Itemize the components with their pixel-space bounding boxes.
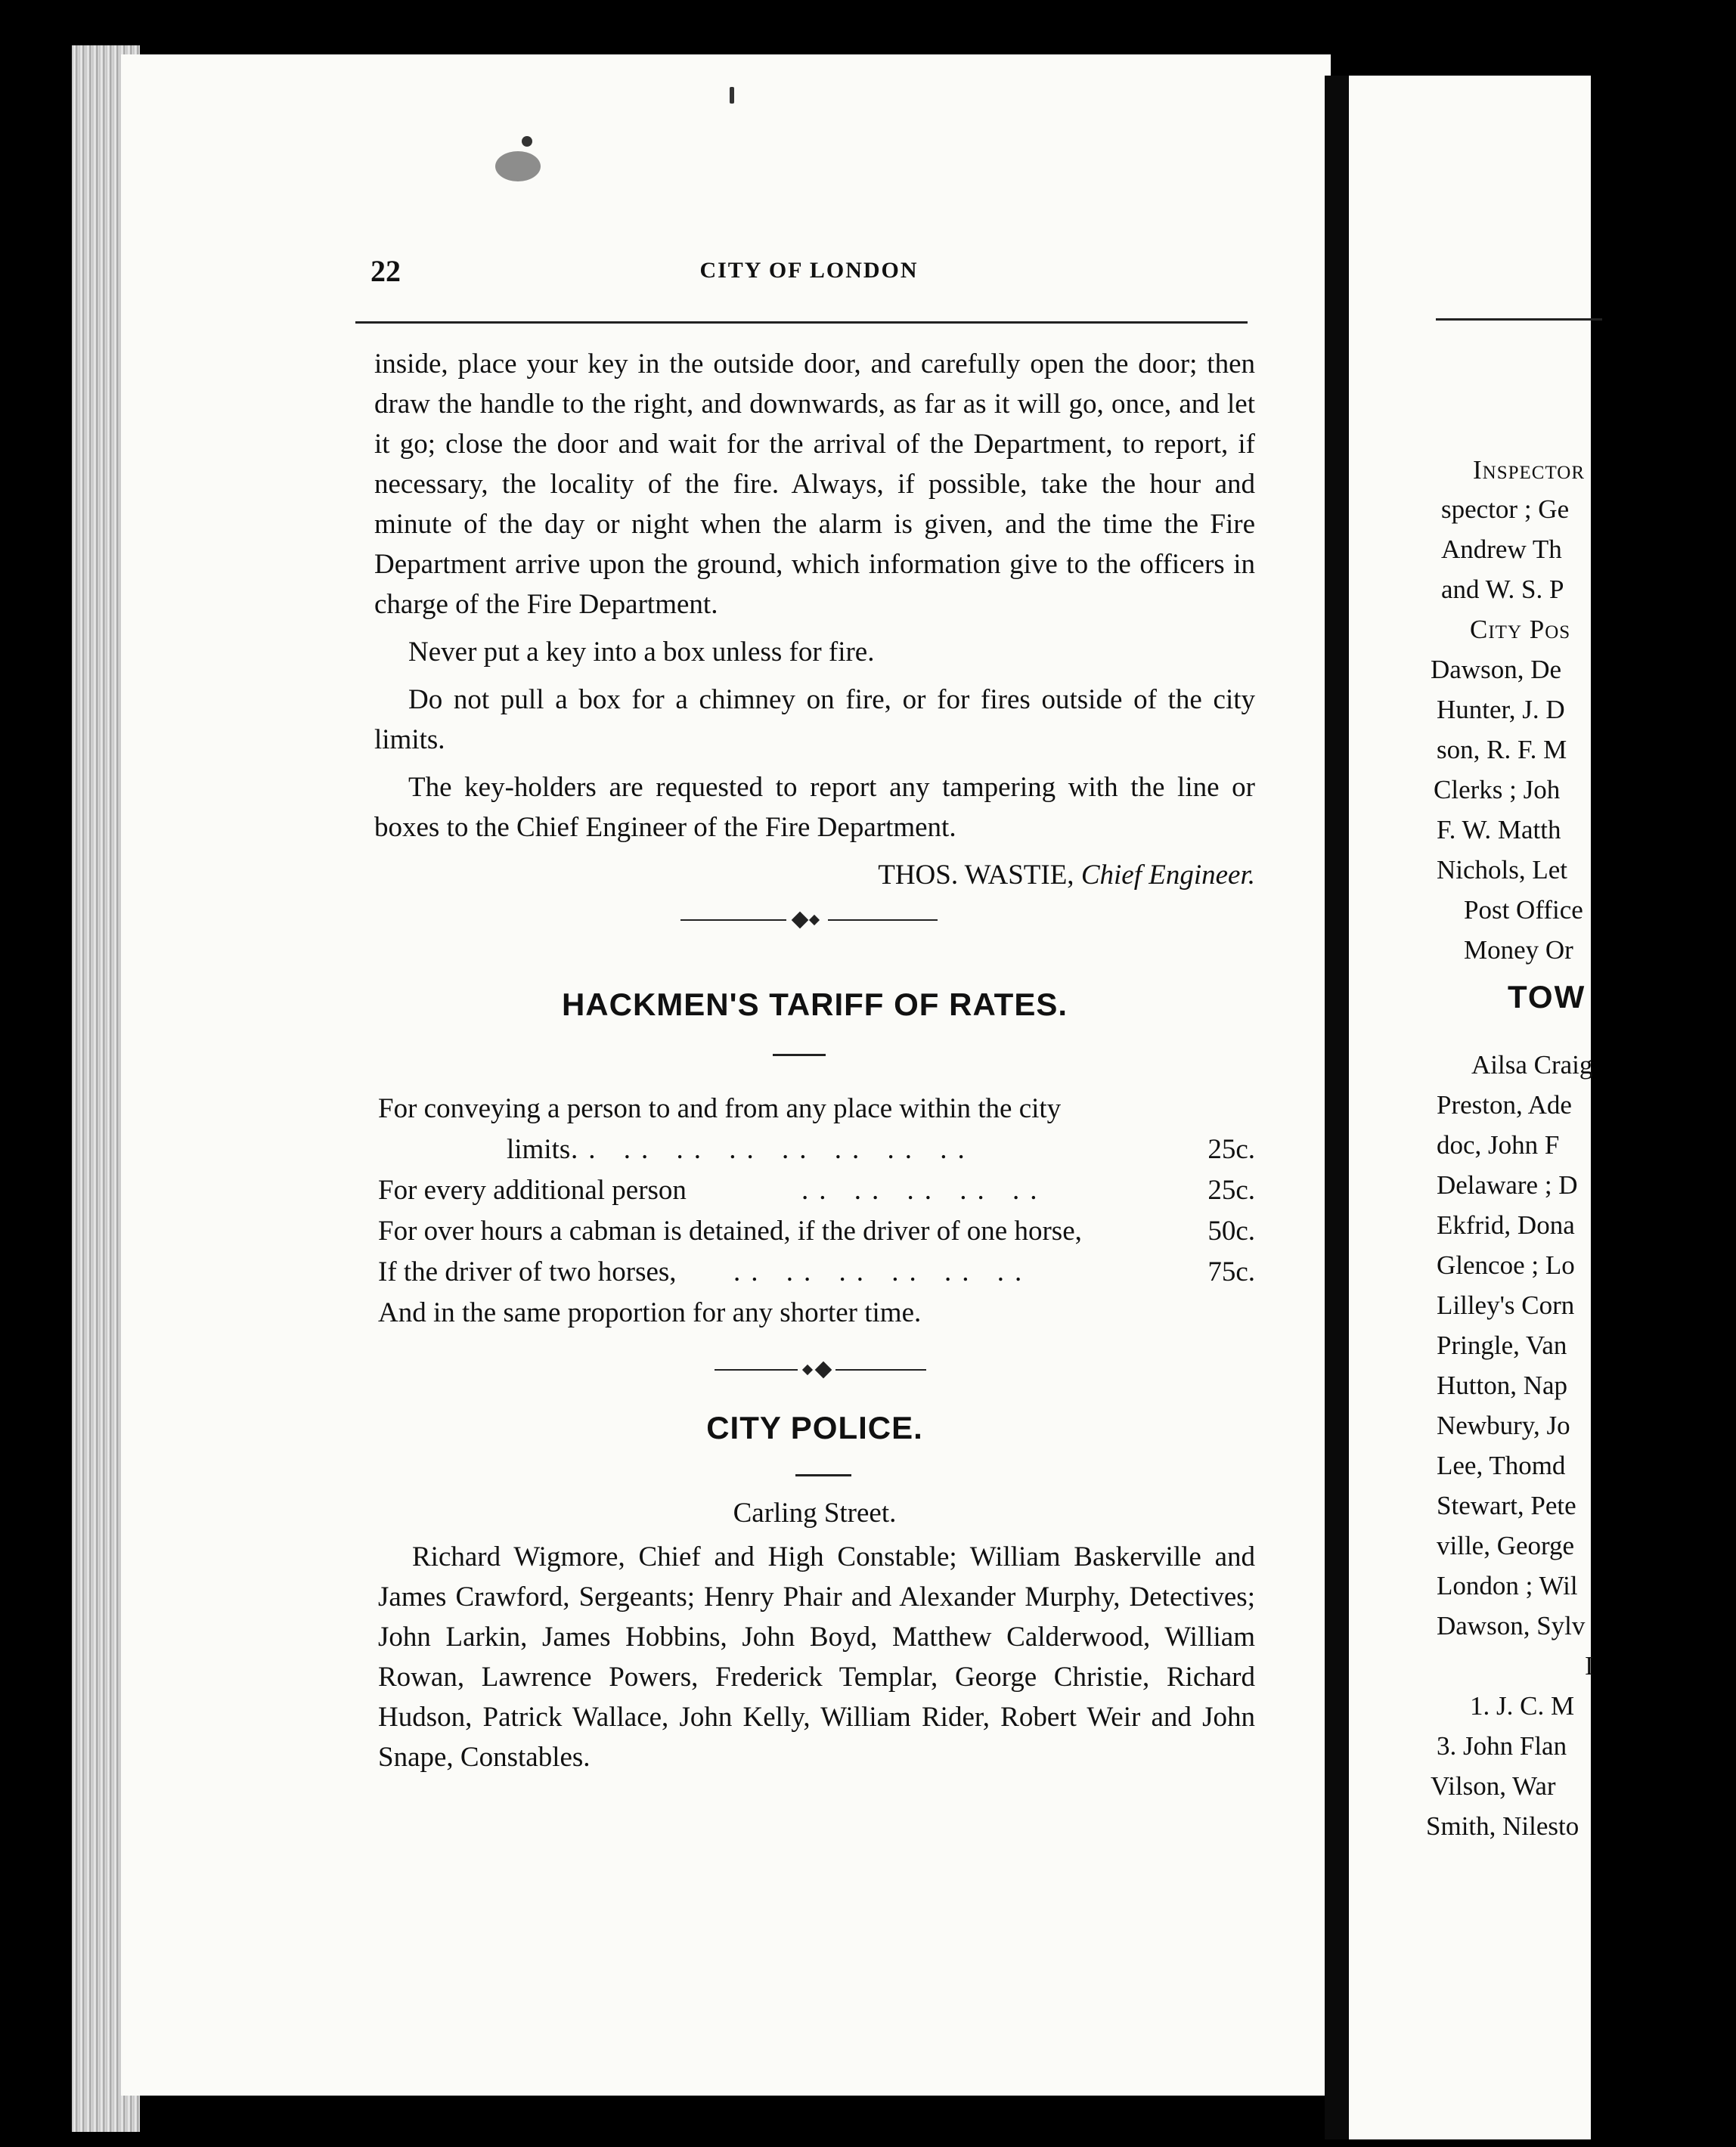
text-line: Delaware ; D — [1437, 1170, 1578, 1200]
signature-title: Chief Engineer. — [1080, 860, 1255, 891]
section-heading: TOW — [1508, 979, 1586, 1015]
signature — [374, 855, 1255, 895]
running-head — [370, 253, 1248, 299]
text-line: Andrew Th — [1441, 534, 1562, 564]
paragraph: Never put a key into a box unless for fire. — [408, 637, 875, 668]
text-line: ville, George — [1437, 1531, 1575, 1560]
tariff-row — [378, 1170, 1255, 1211]
ornament-divider — [680, 911, 938, 929]
ornament-diamond — [809, 915, 820, 925]
page-gutter — [1325, 76, 1349, 2139]
text-line: Preston, Ade — [1437, 1090, 1572, 1120]
tariff-description: limits — [507, 1134, 571, 1165]
header-rule — [1436, 318, 1602, 321]
tariff-description: For over hours a cabman is detained, if the driver of one horse, — [378, 1216, 1082, 1247]
ink-speck — [730, 87, 734, 104]
header-rule — [355, 321, 1248, 324]
text-line: Glencoe ; Lo — [1437, 1250, 1575, 1280]
ink-speck — [522, 136, 532, 147]
short-rule — [773, 1054, 826, 1056]
tariff-row — [378, 1089, 1255, 1129]
ornament-divider — [715, 1361, 934, 1379]
text-line: spector ; Ge — [1441, 494, 1570, 524]
tariff-row — [378, 1129, 1255, 1170]
text-line: Dawson, Sylv — [1437, 1611, 1586, 1640]
text-line: Vilson, War — [1431, 1771, 1556, 1801]
ornament-line — [828, 919, 938, 921]
ornament-diamond — [792, 912, 809, 929]
ornament-line — [715, 1369, 798, 1371]
text-line: Lee, Thomd — [1437, 1451, 1566, 1480]
text-line: Money Or — [1464, 935, 1573, 965]
tariff-price: 75c. — [1207, 1256, 1255, 1287]
text-line: 1. J. C. M — [1470, 1691, 1575, 1721]
police-location: Carling Street. — [733, 1498, 897, 1529]
signature-name: THOS. WASTIE, — [878, 860, 1074, 891]
tariff-row — [378, 1293, 1255, 1334]
ornament-line — [680, 919, 786, 921]
text-line: Clerks ; Joh — [1434, 775, 1561, 804]
text-line: doc, John F — [1437, 1130, 1560, 1160]
text-line: Ailsa Craig — [1471, 1050, 1593, 1080]
text-line: Smith, Nilesto — [1426, 1811, 1579, 1841]
text-line: I — [1585, 1651, 1594, 1681]
tariff-table — [378, 1089, 1255, 1334]
tariff-price: 25c. — [1207, 1175, 1255, 1206]
text-line: Hutton, Nap — [1437, 1371, 1568, 1400]
tariff-row — [378, 1211, 1255, 1252]
text-line: Nichols, Let — [1437, 855, 1568, 885]
tariff-price: 25c. — [1207, 1134, 1255, 1165]
tariff-description: For every additional person — [378, 1175, 687, 1206]
tariff-row — [378, 1252, 1255, 1293]
tariff-description: For conveying a person to and from any place within the city — [378, 1093, 1062, 1124]
short-rule — [795, 1474, 851, 1476]
text-line: Ekfrid, Dona — [1437, 1210, 1575, 1240]
text-line: City Pos — [1470, 615, 1571, 644]
tariff-description: And in the same proportion for any shorter time. — [378, 1297, 922, 1328]
ornament-diamond — [802, 1365, 813, 1375]
text-line: F. W. Matth — [1437, 815, 1561, 844]
text-line: and W. S. P — [1441, 575, 1564, 604]
text-line: London ; Wil — [1437, 1571, 1578, 1600]
ornament-diamond — [815, 1362, 832, 1379]
tariff-leader-dots: .. .. .. .. .. .. .. .. — [571, 1134, 975, 1165]
text-line: Post Office — [1464, 895, 1583, 925]
fire-alarm-instructions — [374, 344, 1255, 895]
text-line: 3. John Flan — [1437, 1731, 1567, 1761]
tariff-heading: HACKMEN'S TARIFF OF RATES. — [561, 987, 1068, 1022]
paragraph: The key-holders are requested to report any tampering with the line or boxes to the Chief Engineer of the Fire Department. — [374, 772, 1255, 843]
text-line: Hunter, J. D — [1437, 695, 1565, 724]
tariff-description: If the driver of two horses, — [378, 1256, 677, 1287]
police-roster: Richard Wigmore, Chief and High Constable; William Baskerville and James Crawford, Sergeants; Henry Phair and Alexander Murphy, Detectives; John Larkin, James Hobbins, John Boyd, Matthew Calderwood, William Rowan, Lawrence Powers, Frederick Templar, George Christie, Richard Hudson, Patrick Wallace, John Kelly, William Rider, Robert Weir and John Snape, Constables. — [378, 1541, 1255, 1773]
page-number: 22 — [370, 254, 401, 288]
tariff-leader-dots: .. .. .. .. .. .. — [733, 1256, 1033, 1287]
running-title: CITY OF LONDON — [699, 258, 919, 283]
right-page — [1349, 76, 1594, 2139]
ornament-line — [835, 1369, 926, 1371]
text-line: Pringle, Van — [1437, 1331, 1567, 1360]
text-line: Lilley's Corn — [1437, 1290, 1575, 1320]
ink-blot — [495, 151, 541, 181]
tariff-leader-dots: .. .. .. .. .. — [801, 1175, 1048, 1206]
text-line: Stewart, Pete — [1437, 1491, 1576, 1520]
text-line: Dawson, De — [1431, 655, 1562, 684]
police-heading: CITY POLICE. — [706, 1410, 923, 1445]
text-line: son, R. F. M — [1437, 735, 1567, 764]
text-line: Newbury, Jo — [1437, 1411, 1570, 1440]
tariff-price: 50c. — [1207, 1216, 1255, 1247]
paragraph: inside, place your key in the outside door, and carefully open the door; then draw the handle to the right, and downwards, as far as it will go, once, and let it go; close the door and wait for the arrival of the Department, to report, if necessary, the locality of the fire. Always, if possible, take the hour and minute of the day or night when the alarm is given, and the time the Fire Department arrive upon the ground, which information give to the officers in charge of the Fire Department. — [374, 349, 1255, 620]
text-line: Inspector — [1473, 455, 1586, 485]
paragraph: Do not pull a box for a chimney on fire, or for fires outside of the city limits. — [374, 684, 1255, 755]
